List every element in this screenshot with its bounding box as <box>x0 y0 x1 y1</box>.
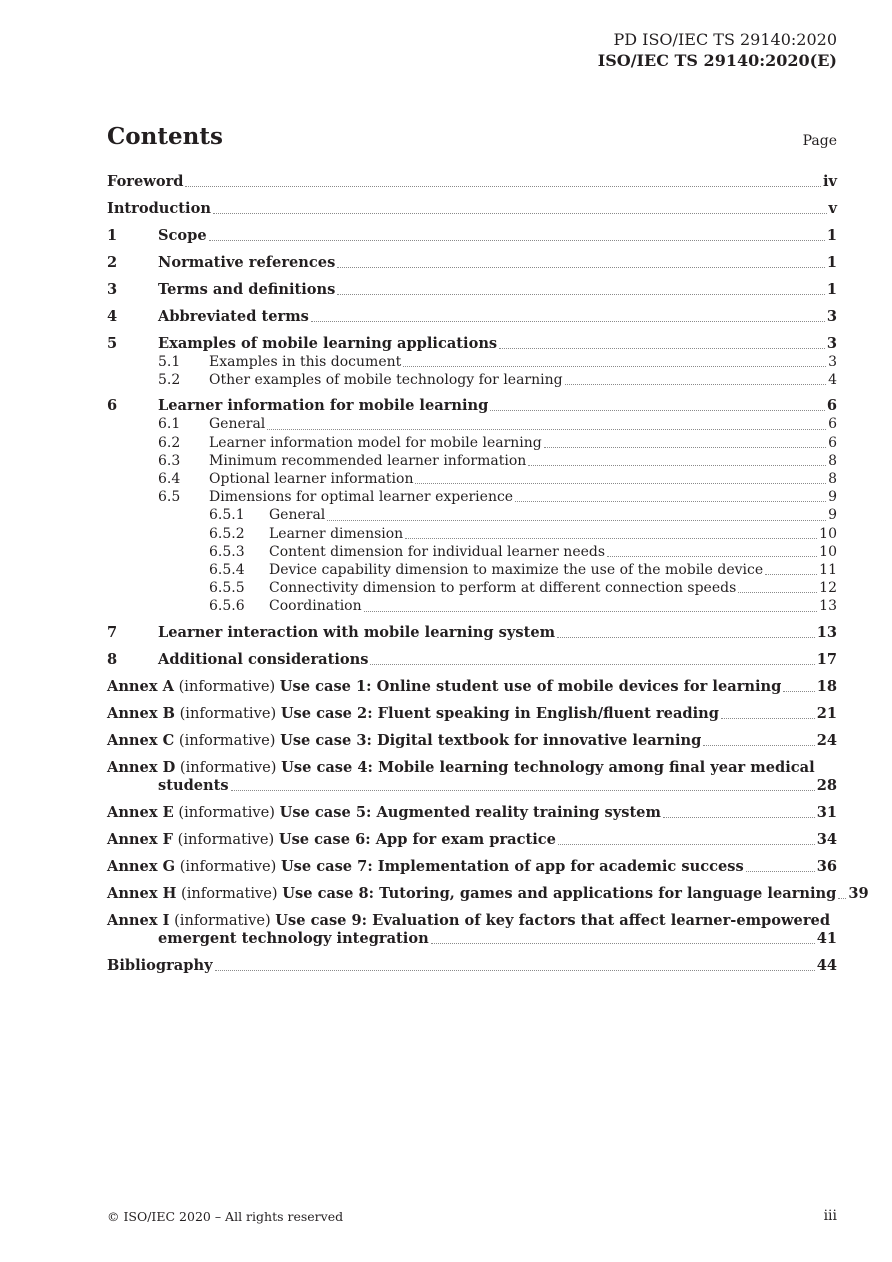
toc-entry-title[interactable]: Optional learner information <box>209 471 414 488</box>
bibliography-title[interactable]: Bibliography <box>107 956 213 974</box>
document-reference: PD ISO/IEC TS 29140:2020 <box>613 30 837 49</box>
toc-entry-number: 5 <box>107 335 118 352</box>
dot-leader <box>209 240 825 241</box>
toc-entry-page: 10 <box>819 525 837 542</box>
bibliography-page: 44 <box>816 956 837 974</box>
dot-leader <box>557 637 815 638</box>
toc-entry-title[interactable]: Normative references <box>158 254 336 271</box>
annex-type: (informative) <box>178 803 275 821</box>
page-title: Contents <box>107 123 223 150</box>
annex-heading <box>107 831 556 849</box>
annex-entry[interactable] <box>107 732 837 750</box>
annex-page: 28 <box>816 776 837 794</box>
dot-leader <box>607 556 817 557</box>
dot-leader <box>337 294 824 295</box>
toc-entry-row <box>107 597 837 615</box>
annex-type: (informative) <box>178 731 276 749</box>
annex-label: Annex H <box>107 884 177 902</box>
page-column-label: Page <box>802 133 837 149</box>
toc-entry-number: 6.5.3 <box>209 543 245 560</box>
toc-entry-page: 6 <box>828 434 837 451</box>
toc-entry-page: 3 <box>826 308 837 325</box>
dot-leader <box>746 871 815 872</box>
annex-entry-row <box>107 678 837 696</box>
dot-leader <box>565 384 826 385</box>
toc-entry-title[interactable]: Learner information model for mobile learning <box>209 434 542 451</box>
toc-entry[interactable] <box>107 597 837 615</box>
dot-leader <box>431 943 815 944</box>
toc-entry-row <box>107 470 837 488</box>
toc-entry-number: 7 <box>107 623 118 641</box>
toc-entry-row <box>107 434 837 452</box>
toc-entry-title[interactable]: Abbreviated terms <box>158 308 309 325</box>
bibliography-row <box>107 957 837 975</box>
toc-entry[interactable] <box>107 371 837 389</box>
annex-title-continued[interactable]: emergent technology integration <box>158 929 429 947</box>
annex-type: (informative) <box>179 704 277 722</box>
dot-leader <box>558 844 815 845</box>
annex-entry[interactable] <box>107 858 837 876</box>
toc-entry-page: v <box>828 200 837 217</box>
annex-entry-line <box>107 912 837 930</box>
toc-entry[interactable] <box>107 488 837 506</box>
toc-entry-title[interactable]: Minimum recommended learner information <box>209 452 527 469</box>
annex-page: 21 <box>816 704 837 722</box>
annex-type: (informative) <box>177 830 275 848</box>
annex-title[interactable]: Use case 2: Fluent speaking in English/fluent reading <box>280 704 719 722</box>
toc-entry-title[interactable]: General <box>209 416 266 433</box>
annex-label: Annex E <box>107 803 174 821</box>
toc-entry-row <box>107 353 837 371</box>
annex-entry-row <box>107 777 837 795</box>
annex-heading <box>107 705 719 723</box>
annex-entry[interactable] <box>107 759 837 795</box>
toc-entry-page: 13 <box>816 623 837 641</box>
toc-entry-row <box>107 335 837 353</box>
annex-page: 39 <box>848 884 869 902</box>
toc-entry-number: 8 <box>107 650 118 668</box>
toc-entry[interactable] <box>107 579 837 597</box>
dot-leader <box>231 790 815 791</box>
toc-entry-row <box>107 200 837 218</box>
toc-entry-page: 1 <box>826 227 837 244</box>
toc-entry-page: 10 <box>819 543 837 560</box>
annex-label: Annex I <box>107 911 170 929</box>
annex-page: 18 <box>816 677 837 695</box>
annex-label: Annex C <box>107 731 175 749</box>
toc-entry-row <box>107 308 837 326</box>
annex-label: Annex D <box>107 758 176 776</box>
annex-page: 36 <box>816 857 837 875</box>
toc-entry-page: 6 <box>828 416 837 433</box>
annex-type: (informative) <box>178 677 276 695</box>
toc-entry-page: 6 <box>826 397 837 415</box>
toc-entry-row <box>107 452 837 470</box>
dot-leader <box>663 817 815 818</box>
toc-entry[interactable] <box>107 397 837 415</box>
toc-entry-number: 6.5.1 <box>209 507 245 524</box>
annex-type: (informative) <box>179 758 277 776</box>
toc-entry-title[interactable]: Learner dimension <box>269 525 404 542</box>
toc-entry-row <box>107 254 837 272</box>
annex-entry[interactable] <box>107 912 837 948</box>
toc-entry[interactable] <box>107 353 837 371</box>
bibliography-entry[interactable] <box>107 957 837 975</box>
toc-entry-title[interactable]: Other examples of mobile technology for learning <box>209 372 563 389</box>
toc-entry-title[interactable]: Connectivity dimension to perform at different connection speeds <box>269 580 737 597</box>
toc-entry-number: 2 <box>107 254 118 271</box>
toc-entry-page: 12 <box>819 580 837 597</box>
toc-entry-page: 13 <box>819 598 837 615</box>
annex-title[interactable]: Use case 9: Evaluation of key factors that affect learner-empowered <box>275 911 831 929</box>
toc-entry-row <box>107 227 837 245</box>
annex-label: Annex B <box>107 704 175 722</box>
dot-leader <box>544 447 826 448</box>
toc-entry-title[interactable]: General <box>269 507 326 524</box>
toc-entry[interactable] <box>107 624 837 642</box>
toc-entry-title[interactable]: Foreword <box>107 173 184 190</box>
toc-entry-title[interactable]: Examples of mobile learning applications <box>158 335 498 352</box>
annex-page: 24 <box>816 731 837 749</box>
annex-type: (informative) <box>181 884 278 902</box>
annex-heading <box>107 804 661 822</box>
annex-label: Annex G <box>107 857 176 875</box>
annex-heading <box>107 858 744 876</box>
toc-entry-page: 11 <box>819 562 837 579</box>
toc-entry[interactable] <box>107 335 837 353</box>
toc-entry-page: 3 <box>826 335 837 352</box>
toc-entry-title[interactable]: Learner information for mobile learning <box>158 397 489 415</box>
toc-entry-number: 6.1 <box>158 416 181 433</box>
annex-label: Annex A <box>107 677 174 695</box>
dot-leader <box>721 718 815 719</box>
annex-entry[interactable] <box>107 678 837 696</box>
dot-leader <box>213 213 827 214</box>
annex-page: 31 <box>816 803 837 821</box>
toc-entry-title[interactable]: Coordination <box>269 598 362 615</box>
toc-entry[interactable] <box>107 470 837 488</box>
dot-leader <box>515 501 826 502</box>
dot-leader <box>490 410 824 411</box>
toc-entry-number: 5.1 <box>158 354 181 370</box>
toc-entry-page: 8 <box>828 452 837 469</box>
dot-leader <box>185 186 821 187</box>
dot-leader <box>499 348 825 349</box>
toc-entry-number: 6.5.6 <box>209 598 245 615</box>
copyright-footer: © ISO/IEC 2020 – All rights reserved <box>107 1209 344 1224</box>
toc-entry-page: 4 <box>828 372 837 389</box>
annex-page: 34 <box>816 830 837 848</box>
toc-entry[interactable] <box>107 254 837 272</box>
toc-entry-number: 6.5.2 <box>209 525 245 542</box>
toc-entry[interactable] <box>107 452 837 470</box>
dot-leader <box>370 664 814 665</box>
toc-entry-row <box>107 415 837 433</box>
annex-title[interactable]: Use case 1: Online student use of mobile devices for learning <box>279 677 782 695</box>
toc-entry[interactable] <box>107 308 837 326</box>
annex-type: (informative) <box>174 911 271 929</box>
dot-leader <box>528 465 826 466</box>
toc-entry-title[interactable]: Content dimension for individual learner needs <box>269 543 606 560</box>
annex-title[interactable]: Use case 3: Digital textbook for innovative learning <box>280 731 702 749</box>
annex-title[interactable]: Use case 5: Augmented reality training system <box>279 803 661 821</box>
table-of-contents <box>107 173 869 975</box>
annex-entry-row <box>107 930 837 948</box>
toc-entry[interactable] <box>107 506 837 524</box>
annex-heading <box>107 678 781 696</box>
annex-heading <box>107 732 701 750</box>
toc-entry-number: 6.2 <box>158 434 181 451</box>
toc-entry-title[interactable]: Learner interaction with mobile learning system <box>158 623 556 641</box>
annex-entry-row <box>107 831 837 849</box>
dot-leader <box>327 520 826 521</box>
toc-entry-row <box>107 173 837 191</box>
toc-entry[interactable] <box>107 227 837 245</box>
toc-entry-row <box>107 397 837 415</box>
toc-entry-row <box>107 488 837 506</box>
toc-entry-page: 1 <box>826 254 837 271</box>
dot-leader <box>738 592 817 593</box>
document-reference-english: ISO/IEC TS 29140:2020(E) <box>597 51 837 70</box>
toc-entry-row <box>107 561 837 579</box>
toc-entry-page: 9 <box>828 507 837 524</box>
annex-entry-line <box>107 759 837 777</box>
toc-entry[interactable] <box>107 561 837 579</box>
annex-label: Annex F <box>107 830 173 848</box>
toc-entry-page: 8 <box>828 471 837 488</box>
toc-entry-row <box>107 525 837 543</box>
toc-entry-number: 1 <box>107 227 118 244</box>
toc-entry-title[interactable]: Examples in this document <box>209 354 402 370</box>
dot-leader <box>337 267 825 268</box>
toc-entry-number: 6 <box>107 397 118 415</box>
toc-entry-page: iv <box>822 173 837 190</box>
toc-entry[interactable] <box>107 281 837 299</box>
toc-entry-number: 5.2 <box>158 372 181 389</box>
toc-entry-row <box>107 543 837 561</box>
toc-entry-page: 3 <box>828 354 837 370</box>
toc-entry[interactable] <box>107 525 837 543</box>
toc-entry-row <box>107 506 837 524</box>
annex-entry-row <box>107 884 869 903</box>
toc-entry-title[interactable]: Introduction <box>107 200 211 217</box>
annex-title-continued[interactable]: students <box>158 776 229 794</box>
toc-entry-row <box>107 624 837 642</box>
annex-entry-row <box>107 732 837 750</box>
toc-entry-number: 4 <box>107 308 118 325</box>
dot-leader <box>364 611 818 612</box>
dot-leader <box>783 691 814 692</box>
dot-leader <box>405 538 817 539</box>
toc-entry-title[interactable]: Dimensions for optimal learner experience <box>209 489 514 506</box>
annex-entry[interactable] <box>107 884 869 903</box>
toc-entry-number: 6.3 <box>158 452 181 469</box>
toc-entry-row <box>107 281 837 299</box>
toc-entry-page: 1 <box>826 281 837 298</box>
dot-leader <box>765 574 817 575</box>
annex-title[interactable]: Use case 6: App for exam practice <box>278 830 556 848</box>
toc-entry[interactable] <box>107 434 837 452</box>
toc-entry-title[interactable]: Scope <box>158 227 207 244</box>
toc-entry-row <box>107 579 837 597</box>
toc-entry-title[interactable]: Device capability dimension to maximize the use of the mobile device <box>269 562 764 579</box>
toc-entry[interactable] <box>107 200 837 218</box>
dot-leader <box>838 898 846 899</box>
toc-entry-row <box>107 651 837 669</box>
toc-entry[interactable] <box>107 415 837 433</box>
annex-page: 41 <box>816 929 837 947</box>
toc-entry-number: 6.5.4 <box>209 562 245 579</box>
toc-entry[interactable] <box>107 651 837 669</box>
annex-entry[interactable] <box>107 705 837 723</box>
annex-entry-row <box>107 804 837 822</box>
toc-entry-number: 3 <box>107 281 118 298</box>
toc-entry-number: 6.5 <box>158 489 181 506</box>
annex-type: (informative) <box>179 857 277 875</box>
toc-entry-title[interactable]: Terms and definitions <box>158 281 336 298</box>
annex-title[interactable]: Use case 4: Mobile learning technology among final year medical <box>281 758 815 776</box>
annex-title[interactable]: Use case 8: Tutoring, games and applications for language learning <box>282 884 837 902</box>
toc-entry-number: 6.4 <box>158 471 181 488</box>
toc-entry-page: 17 <box>816 650 837 668</box>
dot-leader <box>311 321 825 322</box>
annex-title[interactable]: Use case 7: Implementation of app for academic success <box>280 857 744 875</box>
toc-entry-row <box>107 371 837 389</box>
annex-entry[interactable] <box>107 831 837 849</box>
dot-leader <box>215 970 815 971</box>
dot-leader <box>415 483 826 484</box>
annex-entry-row <box>107 858 837 876</box>
annex-entry[interactable] <box>107 804 837 822</box>
annex-heading <box>107 885 836 903</box>
toc-entry-title[interactable]: Additional considerations <box>158 650 369 668</box>
toc-entry[interactable] <box>107 543 837 561</box>
annex-entry-row <box>107 705 837 723</box>
toc-entry-number: 6.5.5 <box>209 580 245 597</box>
dot-leader <box>403 366 826 367</box>
toc-entry-page: 9 <box>828 489 837 506</box>
dot-leader <box>703 745 814 746</box>
dot-leader <box>267 429 826 430</box>
toc-entry[interactable] <box>107 173 837 191</box>
page-number: iii <box>823 1208 837 1224</box>
